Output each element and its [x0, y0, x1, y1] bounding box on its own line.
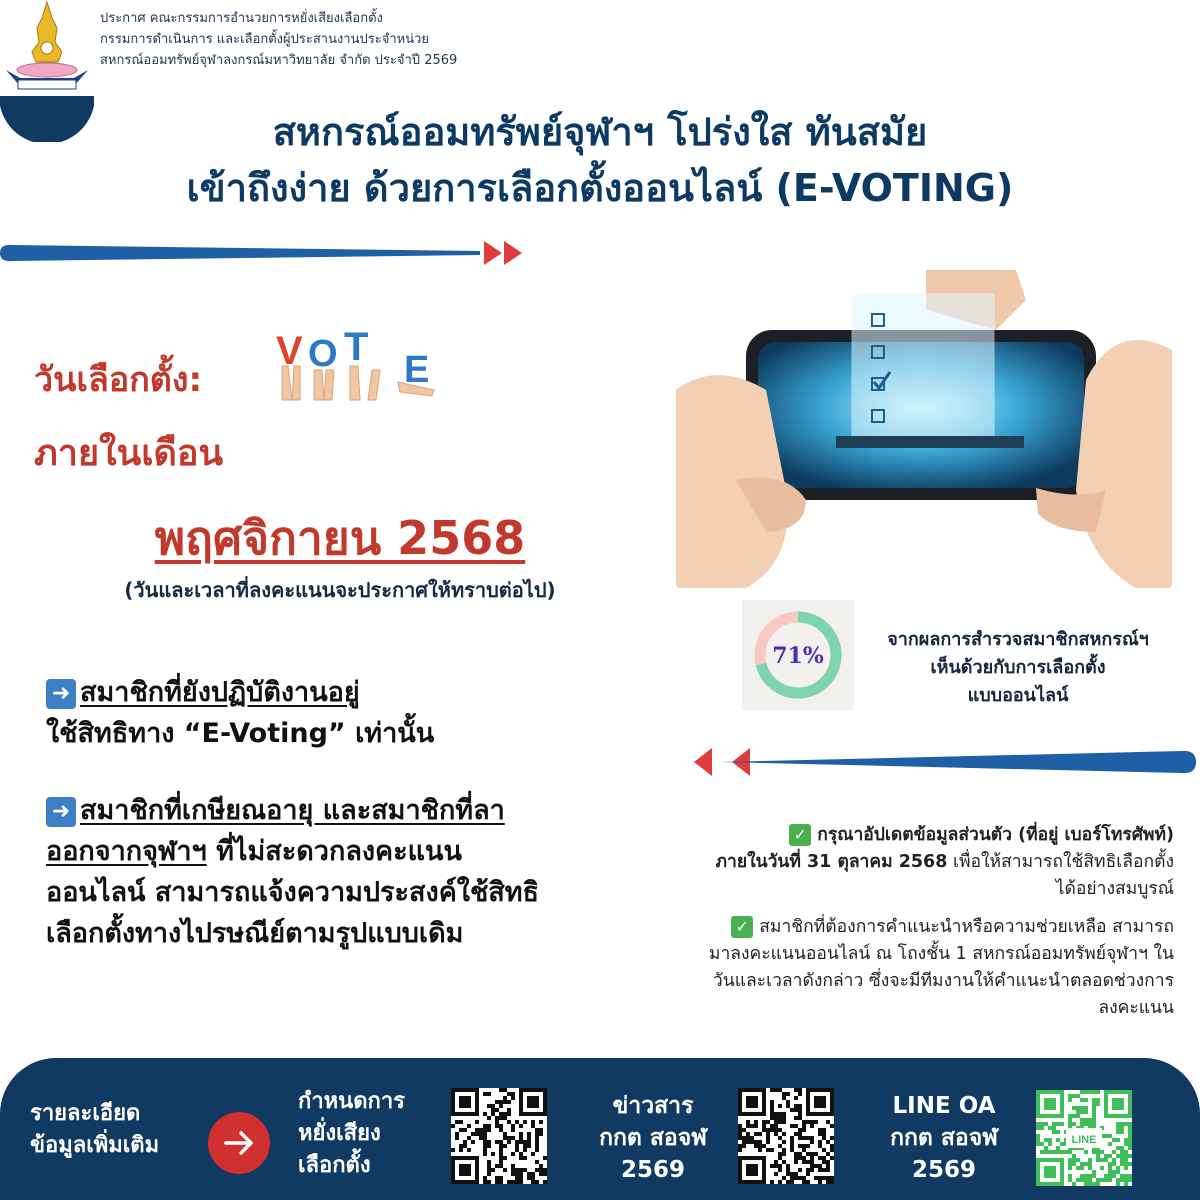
election-month: พฤศจิกายน 2568 [154, 511, 526, 565]
active-members-text: ใช้สิทธิทาง “E-Voting” เท่านั้น [46, 718, 435, 749]
page-title [60, 104, 1140, 216]
help-line: มาลงคะแนนออนไลน์ ณ โถงชั้น 1 สหกรณ์ออมทรัพย์จุฬาฯ ใน [708, 944, 1174, 964]
issuer-line: สหกรณ์ออมทรัพย์จุฬาลงกรณ์มหาวิทยาลัย จำกัด ประจำปี 2569 [100, 53, 458, 68]
help-line: ลงคะแนน [1098, 998, 1174, 1018]
help-line: วันและเวลาดังกล่าว ซึ่งจะมีทีมงานให้คำแนะนำตลอดช่วงการ [712, 971, 1174, 991]
footer-news-line: กกต สอจฬ [599, 1125, 707, 1151]
election-day-label: วันเลือกตั้ง: [34, 360, 203, 400]
vote-letter-v: V [276, 329, 303, 373]
survey-line: จากผลการสำรวจสมาชิกสหกรณ์ฯ [887, 629, 1149, 650]
vote-letter-t: T [344, 326, 369, 369]
title-line-2: เข้าถึงง่าย ด้วยการเลือกตั้งออนไลน์ (E-VOTING) [186, 166, 1014, 210]
retired-members-text: ออนไลน์ สามารถแจ้งความประสงค์ใช้สิทธิ [46, 877, 540, 908]
help-line: สมาชิกที่ต้องการคำแนะนำหรือความช่วยเหลือ สามารถ [759, 917, 1174, 937]
vote-hands-illustration [268, 326, 440, 402]
footer-line-oa-line: LINE OA [892, 1093, 996, 1119]
retired-members-title-cont: ออกจากจุฬาฯ [46, 836, 207, 867]
survey-result-text [858, 626, 1178, 710]
right-arrow-icon: ➜ [46, 797, 76, 827]
issuer-line: กรรมการดำเนินการ และเลือกตั้งผู้ประสานงานประจำหน่วย [100, 32, 430, 47]
footer-schedule-line: หยั่งเสียง [298, 1121, 381, 1146]
footer-line-oa-line: กกต สอจฬ [890, 1125, 998, 1151]
footer-news-label [590, 1090, 716, 1186]
survey-line: แบบออนไลน์ [967, 685, 1069, 706]
qr-code-line-oa[interactable] [1036, 1090, 1132, 1186]
footer-schedule-label [298, 1086, 405, 1182]
update-deadline: ภายในวันที่ 31 ตุลาคม 2568 [715, 852, 948, 872]
retired-members-text: ที่ไม่สะดวกลงคะแนน [206, 836, 462, 867]
update-info-notice [614, 822, 1174, 903]
divider-arrow-left [670, 742, 1200, 782]
footer-line-oa-label [874, 1090, 1014, 1186]
right-arrow-icon: ➜ [46, 679, 76, 709]
retired-members-text: เลือกตั้งทางไปรษณีย์ตามรูปแบบเดิม [46, 918, 464, 949]
vote-letter-e: E [404, 349, 430, 391]
footer-details-label [30, 1098, 159, 1162]
update-line: เพื่อให้สามารถใช้สิทธิเลือกตั้ง [947, 852, 1174, 872]
within-month-label: ภายในเดือน [34, 433, 224, 474]
phone-voting-photo [676, 270, 1172, 588]
active-members-note [46, 672, 646, 754]
vote-letter-o: O [308, 333, 338, 375]
retired-members-note [46, 790, 646, 954]
retired-members-title: สมาชิกที่เกษียณอายุ และสมาชิกที่ลา [80, 795, 505, 826]
footer-details-line: ข้อมูลเพิ่มเติม [30, 1133, 160, 1158]
arrow-right-circle-icon [208, 1112, 270, 1174]
footer-details-line: รายละเอียด [30, 1101, 141, 1126]
qr-code-schedule[interactable] [451, 1088, 547, 1184]
survey-percent: 71% [772, 643, 824, 669]
help-notice [614, 914, 1174, 1022]
election-date-note: (วันและเวลาที่ลงคะแนนจะประกาศให้ทราบต่อไป) [124, 578, 556, 602]
footer-schedule-line: กำหนดการ [298, 1089, 405, 1114]
divider-arrow-right [0, 236, 530, 270]
survey-gauge [742, 600, 854, 710]
line-logo-text: LINE [1071, 1134, 1097, 1146]
update-line: ได้อย่างสมบูรณ์ [1055, 879, 1174, 899]
qr-code-news[interactable] [738, 1088, 834, 1184]
footer-line-oa-line: 2569 [911, 1157, 976, 1183]
footer-schedule-line: เลือกตั้ง [298, 1153, 371, 1178]
check-mark-icon: ✓ [789, 824, 811, 846]
issuer-text [100, 8, 620, 71]
survey-line: เห็นด้วยกับการเลือกตั้ง [930, 657, 1106, 678]
active-members-title: สมาชิกที่ยังปฏิบัติงานอยู่ [80, 677, 360, 708]
footer-news-line: ข่าวสาร [612, 1093, 694, 1119]
check-mark-icon: ✓ [731, 916, 753, 938]
issuer-line: ประกาศ คณะกรรมการอำนวยการหยั่งเสียงเลือกตั้ง [100, 11, 383, 26]
update-line: กรุณาอัปเดตข้อมูลส่วนตัว (ที่อยู่ เบอร์โทรศัพท์) [817, 825, 1174, 845]
footer-news-line: 2569 [620, 1157, 685, 1183]
title-line-1: สหกรณ์ออมทรัพย์จุฬาฯ โปร่งใส ทันสมัย [272, 110, 928, 154]
